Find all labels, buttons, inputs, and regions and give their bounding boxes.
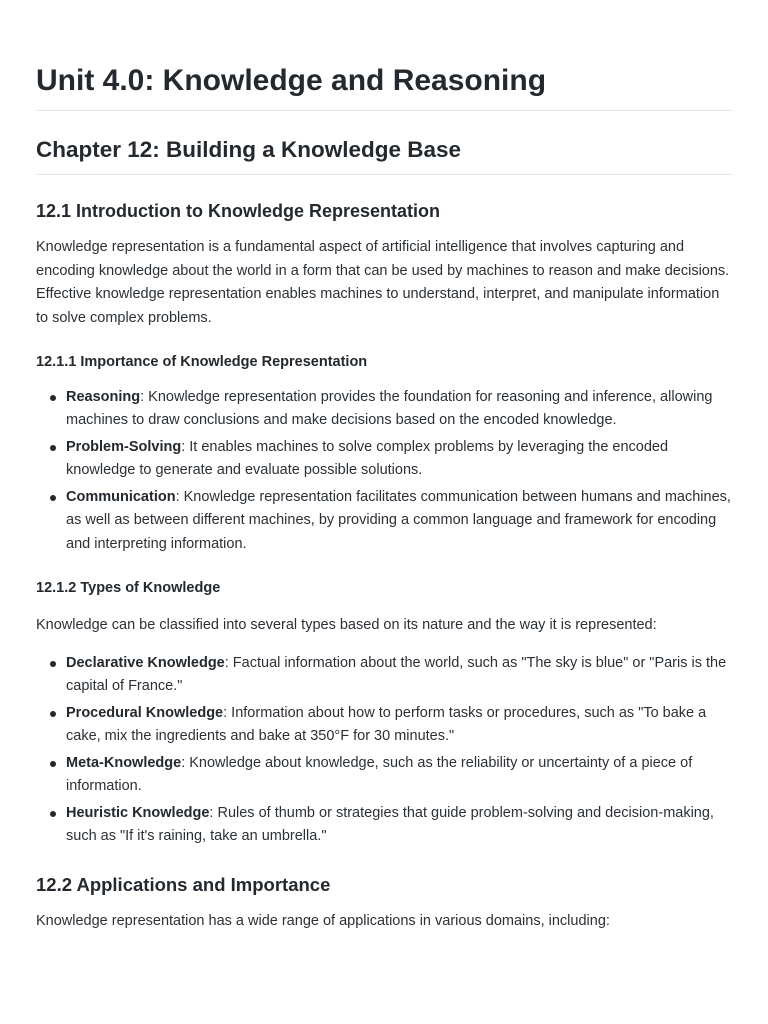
list-item-text: : It enables machines to solve complex problems by leveraging the encoded knowledge to generate and evaluate possible solutions.	[66, 439, 669, 479]
list-item-text: : Rules of thumb or strategies that guide problem-solving and decision-making, such as "If it's raining, take an umbrella."	[66, 804, 714, 845]
list-item-term: Procedural Knowledge	[66, 704, 224, 721]
knowledge-types-list	[36, 652, 733, 849]
list-item-text: : Factual information about the world, such as "The sky is blue" or "Paris is the capital of France."	[66, 654, 727, 694]
list-item-term: Heuristic Knowledge	[66, 804, 210, 821]
list-item-term: Problem-Solving	[66, 439, 182, 456]
list-item-term: Communication	[66, 489, 176, 506]
list-item	[66, 802, 733, 849]
list-item-text: : Knowledge representation facilitates communication between humans and machines, as well as between different machines, by providing a common language and framework for encoding and interpreting information.	[66, 489, 731, 552]
list-item	[66, 702, 733, 749]
importance-list	[36, 386, 733, 556]
list-item-text: : Knowledge representation provides the foundation for reasoning and inference, allowing machines to draw conclusions and make decisions based on the encoded knowledge.	[66, 389, 713, 429]
chapter-title: Chapter 12: Building a Knowledge Base	[36, 111, 733, 175]
subsection-12-1-1-title: 12.1.1 Importance of Knowledge Representation	[36, 354, 368, 370]
list-item-term: Reasoning	[66, 389, 141, 405]
list-item-term: Meta-Knowledge	[66, 754, 182, 771]
bullet-icon	[50, 495, 56, 501]
list-item	[66, 752, 733, 799]
bullet-icon	[50, 811, 56, 817]
list-item-text: : Knowledge about knowledge, such as the reliability or uncertainty of a piece of information.	[66, 754, 693, 795]
bullet-icon	[50, 395, 56, 401]
subsection-12-1-2-title: 12.1.2 Types of Knowledge	[36, 580, 221, 597]
subsection-12-1-2-intro: Knowledge can be classified into several types based on its nature and the way it is represented:	[36, 617, 657, 634]
bullet-icon	[50, 445, 56, 451]
list-item-term: Declarative Knowledge	[66, 654, 225, 671]
list-item	[66, 486, 733, 556]
section-12-1-title: 12.1 Introduction to Knowledge Representation	[36, 201, 441, 221]
section-12-1-intro: Knowledge representation is a fundamental aspect of artificial intelligence that involves capturing and encoding knowledge about the world in a form that can be used by machines to reason and make decisions. Effective knowledge representation enables machines to understand, interpret, and manipulate information to solve complex problems.	[36, 239, 730, 326]
section-12-2-intro: Knowledge representation has a wide range of applications in various domains, including:	[36, 913, 610, 930]
bullet-icon	[50, 661, 56, 667]
list-item	[66, 386, 733, 433]
list-item	[66, 436, 733, 483]
unit-title: Unit 4.0: Knowledge and Reasoning	[36, 0, 733, 111]
list-item	[66, 652, 733, 699]
bullet-icon	[50, 711, 56, 717]
list-item-text: : Information about how to perform tasks or procedures, such as "To bake a cake, mix the ingredients and bake at 350°F for 30 minutes."	[66, 704, 707, 744]
bullet-icon	[50, 761, 56, 767]
section-12-2-title: 12.2 Applications and Importance	[36, 874, 331, 896]
